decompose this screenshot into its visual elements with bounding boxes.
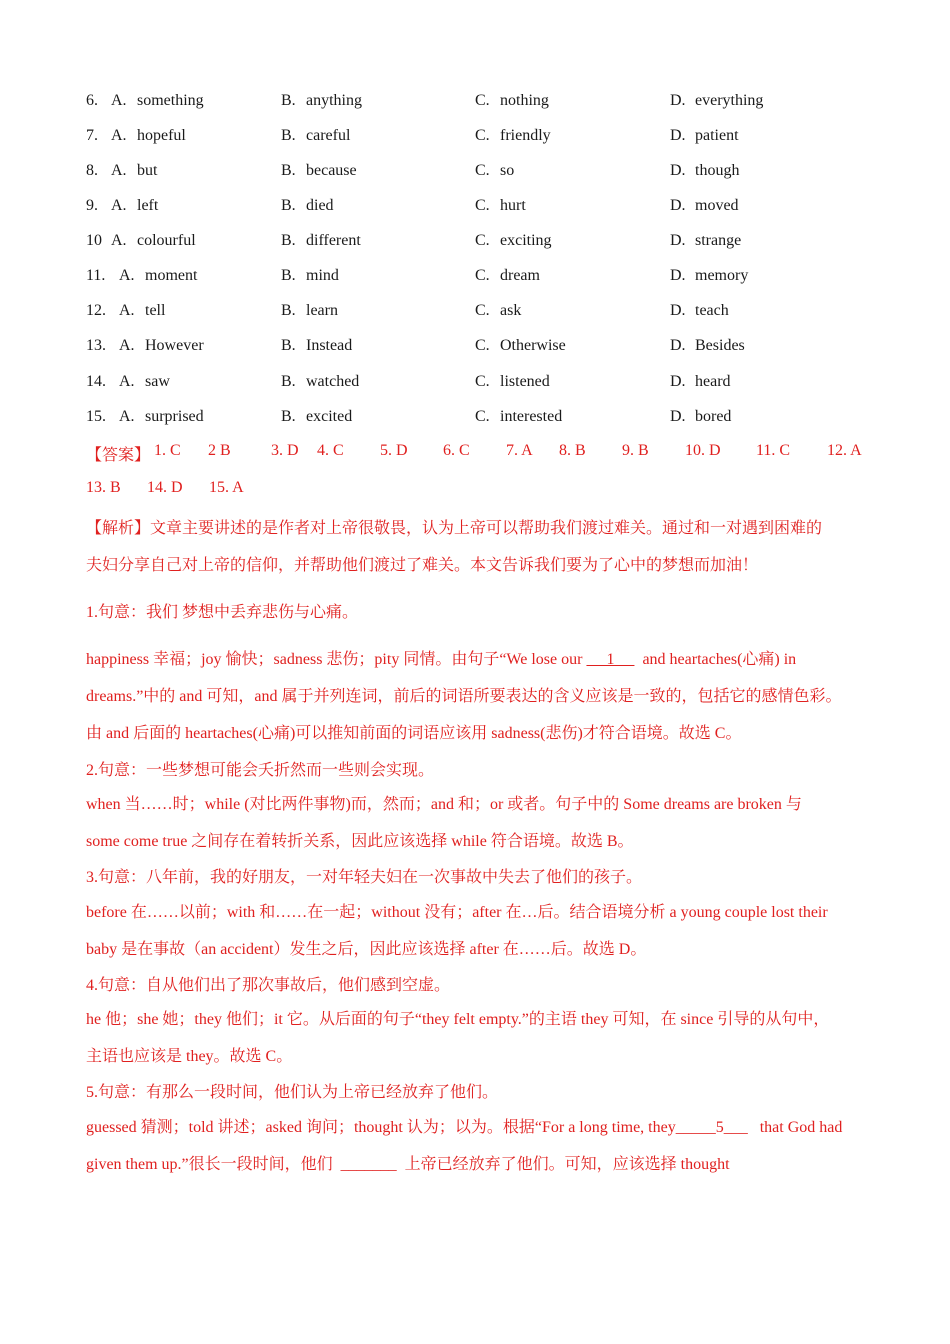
option-d-letter: D. <box>670 302 686 319</box>
option-b-text: because <box>306 162 357 179</box>
option-b-letter: B. <box>281 162 296 179</box>
option-d-text: patient <box>695 127 739 144</box>
answer-item: 1. C <box>154 442 181 459</box>
option-a-letter: A. <box>111 92 127 109</box>
option-c-text: so <box>500 162 515 179</box>
option-d-text: heard <box>695 373 731 390</box>
question-number: 11. <box>86 267 106 284</box>
option-c-letter: C. <box>475 373 490 390</box>
option-c-letter: C. <box>475 267 490 284</box>
option-c-text: dream <box>500 267 540 284</box>
option-d-letter: D. <box>670 232 686 249</box>
q3-line-1: before 在……以前；with 和……在一起；without 没有；after 在…后。结合语境分析 a young couple lost their <box>86 904 828 921</box>
option-d-text: bored <box>695 408 732 425</box>
q5-title: 5.句意：有那么一段时间，他们认为上帝已经放弃了他们。 <box>86 1084 499 1101</box>
question-row <box>0 232 900 256</box>
option-c-text: interested <box>500 408 563 425</box>
question-row <box>0 127 900 151</box>
q1-title: 1.句意：我们 梦想中丢弃悲伤与心痛。 <box>86 604 359 621</box>
option-b-letter: B. <box>281 127 296 144</box>
analysis-intro-1: 【解析】文章主要讲述的是作者对上帝很敬畏，认为上帝可以帮助我们渡过难关。通过和一对遇到困难的 <box>86 520 823 537</box>
option-c-letter: C. <box>475 302 490 319</box>
option-a-letter: A. <box>111 127 127 144</box>
option-c-letter: C. <box>475 127 490 144</box>
option-c-text: listened <box>500 373 550 390</box>
q3-line-2: baby 是在事故（an accident）发生之后，因此应该选择 after 在……后。故选 D。 <box>86 941 647 958</box>
answer-item: 11. C <box>756 442 791 459</box>
answer-item: 15. A <box>209 479 244 496</box>
question-row <box>0 302 900 326</box>
q2-line-2: some come true 之间存在着转折关系，因此应该选择 while 符合语境。故选 B。 <box>86 833 634 850</box>
option-a-letter: A. <box>119 302 135 319</box>
option-c-text: Otherwise <box>500 337 566 354</box>
option-b-letter: B. <box>281 408 296 425</box>
answer-item: 9. B <box>622 442 649 459</box>
answer-row-1 <box>86 442 886 466</box>
option-b-text: died <box>306 197 334 214</box>
option-c-letter: C. <box>475 162 490 179</box>
answer-item: 10. D <box>685 442 721 459</box>
option-b-letter: B. <box>281 92 296 109</box>
question-row <box>0 197 900 221</box>
answer-item: 3. D <box>271 442 299 459</box>
option-a-text: surprised <box>145 408 204 425</box>
option-b-letter: B. <box>281 197 296 214</box>
option-a-text: saw <box>145 373 170 390</box>
q5-line-1: guessed 猜测；told 讲述；asked 询问；thought 认为；以为。根据“For a long time, they_____5___ that God had <box>86 1119 843 1136</box>
answer-row-2 <box>86 479 486 503</box>
option-b-text: learn <box>306 302 338 319</box>
option-c-text: ask <box>500 302 522 319</box>
option-d-letter: D. <box>670 373 686 390</box>
option-a-letter: A. <box>111 162 127 179</box>
question-number: 13. <box>86 337 106 354</box>
question-number: 7. <box>86 127 98 144</box>
option-d-text: Besides <box>695 337 745 354</box>
answer-item: 4. C <box>317 442 344 459</box>
option-a-letter: A. <box>119 267 135 284</box>
answer-item: 14. D <box>147 479 183 496</box>
option-a-letter: A. <box>119 337 135 354</box>
question-row <box>0 408 900 432</box>
q4-title: 4.句意：自从他们出了那次事故后，他们感到空虚。 <box>86 977 451 994</box>
option-b-letter: B. <box>281 373 296 390</box>
option-b-text: excited <box>306 408 353 425</box>
option-c-letter: C. <box>475 337 490 354</box>
option-b-letter: B. <box>281 267 296 284</box>
option-c-letter: C. <box>475 197 490 214</box>
answer-item: 7. A <box>506 442 533 459</box>
answer-item: 12. A <box>827 442 862 459</box>
option-c-text: exciting <box>500 232 552 249</box>
option-d-letter: D. <box>670 197 686 214</box>
q1-line-2: dreams.”中的 and 可知，and 属于并列连词，前后的词语所要表达的含义应该是一致的，包括它的感情色彩。 <box>86 688 842 705</box>
question-number: 12. <box>86 302 106 319</box>
question-number: 14. <box>86 373 106 390</box>
answer-label: 【答案】 <box>86 447 151 464</box>
option-a-text: tell <box>145 302 166 319</box>
q2-line-1: when 当……时；while (对比两件事物)而，然而；and 和；or 或者。句子中的 Some dreams are broken 与 <box>86 796 802 813</box>
q4-line-1: he 他；she 她；they 他们；it 它。从后面的句子“they felt empty.”的主语 they 可知，在 since 引导的从句中， <box>86 1011 830 1028</box>
q4-line-2: 主语也应该是 they。故选 C。 <box>86 1048 293 1065</box>
question-row <box>0 267 900 291</box>
option-d-text: memory <box>695 267 749 284</box>
option-b-text: careful <box>306 127 351 144</box>
option-d-text: moved <box>695 197 739 214</box>
option-d-letter: D. <box>670 337 686 354</box>
answer-item: 2 B <box>208 442 231 459</box>
analysis-intro-2: 夫妇分享自己对上帝的信仰，并帮助他们渡过了难关。本文告诉我们要为了心中的梦想而加油！ <box>86 557 759 574</box>
option-a-text: but <box>137 162 158 179</box>
q2-title: 2.句意：一些梦想可能会夭折然而一些则会实现。 <box>86 762 435 779</box>
option-b-letter: B. <box>281 232 296 249</box>
option-d-letter: D. <box>670 92 686 109</box>
q5-line-2: given them up.”很长一段时间，他们 _______ 上帝已经放弃了他们。可知，应该选择 thought <box>86 1156 730 1173</box>
option-d-letter: D. <box>670 267 686 284</box>
question-row <box>0 373 900 397</box>
option-c-text: hurt <box>500 197 526 214</box>
option-c-text: nothing <box>500 92 549 109</box>
question-row <box>0 337 900 361</box>
option-c-letter: C. <box>475 408 490 425</box>
option-a-text: left <box>137 197 159 214</box>
option-d-text: everything <box>695 92 764 109</box>
option-b-letter: B. <box>281 337 296 354</box>
q1-line-3: 由 and 后面的 heartaches(心痛)可以推知前面的词语应该用 sadness(悲伤)才符合语境。故选 C。 <box>86 725 742 742</box>
option-d-text: teach <box>695 302 729 319</box>
q3-title: 3.句意：八年前，我的好朋友，一对年轻夫妇在一次事故中失去了他们的孩子。 <box>86 869 643 886</box>
option-d-letter: D. <box>670 162 686 179</box>
answer-item: 13. B <box>86 479 121 496</box>
analysis-label: 【解析】 <box>86 520 151 537</box>
question-row <box>0 92 900 116</box>
option-d-text: strange <box>695 232 742 249</box>
question-number: 10 <box>86 232 102 249</box>
option-c-letter: C. <box>475 92 490 109</box>
option-b-text: watched <box>306 373 360 390</box>
option-a-text: hopeful <box>137 127 186 144</box>
option-a-text: However <box>145 337 204 354</box>
option-a-letter: A. <box>111 197 127 214</box>
answer-item: 5. D <box>380 442 408 459</box>
option-b-text: mind <box>306 267 339 284</box>
option-c-text: friendly <box>500 127 551 144</box>
answer-item: 8. B <box>559 442 586 459</box>
option-a-letter: A. <box>119 373 135 390</box>
question-number: 8. <box>86 162 98 179</box>
option-a-text: something <box>137 92 204 109</box>
option-a-text: colourful <box>137 232 196 249</box>
question-number: 9. <box>86 197 98 214</box>
option-b-text: different <box>306 232 361 249</box>
question-row <box>0 162 900 186</box>
option-d-text: though <box>695 162 740 179</box>
answer-item: 6. C <box>443 442 470 459</box>
option-c-letter: C. <box>475 232 490 249</box>
option-a-text: moment <box>145 267 198 284</box>
option-d-letter: D. <box>670 408 686 425</box>
option-a-letter: A. <box>119 408 135 425</box>
option-d-letter: D. <box>670 127 686 144</box>
question-number: 6. <box>86 92 98 109</box>
option-a-letter: A. <box>111 232 127 249</box>
option-b-text: anything <box>306 92 362 109</box>
option-b-letter: B. <box>281 302 296 319</box>
question-number: 15. <box>86 408 106 425</box>
q1-line-1: happiness 幸福；joy 愉快；sadness 悲伤；pity 同情。由句子“We lose our 1 and heartaches(心痛) in <box>86 651 797 668</box>
option-b-text: Instead <box>306 337 353 354</box>
